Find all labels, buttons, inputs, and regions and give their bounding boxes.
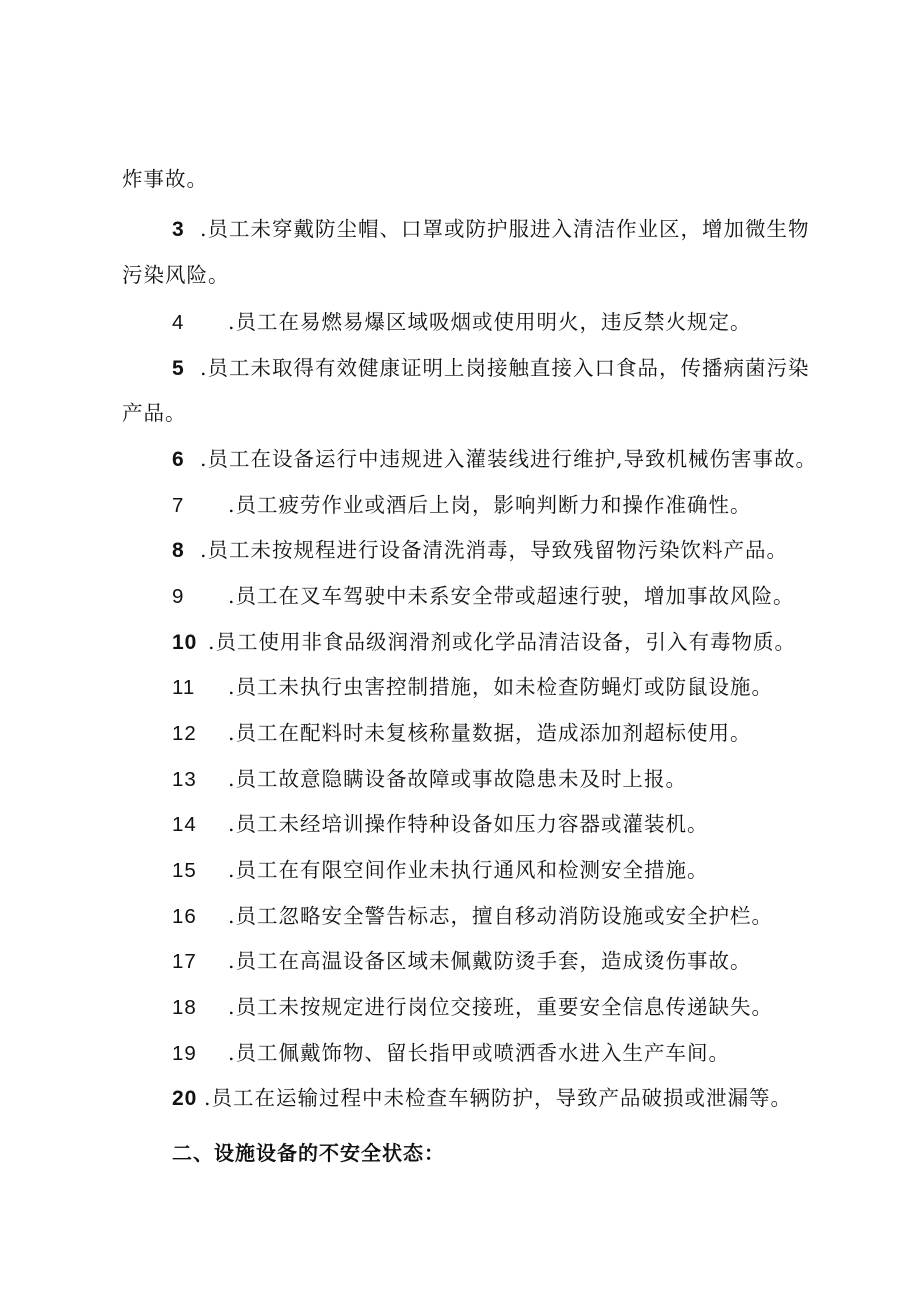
item-text: .员工在有限空间作业未执行通风和检测安全措施。 — [228, 858, 709, 882]
item-number: 12 — [172, 722, 197, 745]
list-item-7 — [172, 488, 752, 518]
item-text: .员工在设备运行中违规进入灌装线进行维护,导致机械伤害事故。 — [200, 447, 818, 471]
item-number: 11 — [172, 676, 196, 699]
list-item-5 — [172, 351, 810, 381]
item-number: 18 — [172, 996, 197, 1019]
item-number: 15 — [172, 859, 197, 882]
list-item-4 — [172, 305, 752, 335]
list-item-15 — [172, 853, 709, 883]
item-text: .员工未穿戴防尘帽、口罩或防护服进入清洁作业区，增加微生物 — [200, 217, 810, 241]
item-text: .员工未按规定进行岗位交接班，重要安全信息传递缺失。 — [228, 995, 774, 1019]
list-item-11 — [172, 670, 773, 700]
item-number: 7 — [172, 494, 185, 517]
list-item-3-continuation: 污染风险。 — [122, 263, 230, 287]
item-text: .员工未取得有效健康证明上岗接触直接入口食品，传播病菌污染 — [200, 356, 810, 380]
item-text: .员工佩戴饰物、留长指甲或喷洒香水进入生产车间。 — [228, 1041, 731, 1065]
item-number: 16 — [172, 905, 197, 928]
item-number: 4 — [172, 311, 185, 334]
item-text: .员工在易燃易爆区域吸烟或使用明火，违反禁火规定。 — [228, 310, 752, 334]
list-item-6 — [172, 442, 817, 472]
list-item-10 — [172, 625, 796, 655]
list-item-20 — [172, 1081, 792, 1111]
list-item-17 — [172, 944, 752, 974]
item-number: 3 — [172, 218, 185, 241]
item-number: 5 — [172, 357, 185, 380]
item-text: .员工使用非食品级润滑剂或化学品清洁设备，引入有毒物质。 — [208, 630, 797, 654]
item-text: .员工在运输过程中未检查车辆防护，导致产品破损或泄漏等。 — [204, 1086, 793, 1110]
item-number: 17 — [172, 950, 197, 973]
item-text: .员工故意隐瞒设备故障或事故隐患未及时上报。 — [228, 767, 688, 791]
item-text: .员工疲劳作业或酒后上岗，影响判断力和操作准确性。 — [228, 493, 752, 517]
item-text: .员工未按规程进行设备清洗消毒，导致残留物污染饮料产品。 — [200, 538, 789, 562]
continuation-text: 炸事故。 — [122, 167, 208, 191]
list-item-18 — [172, 990, 773, 1020]
item-text: .员工未经培训操作特种设备如压力容器或灌装机。 — [228, 812, 709, 836]
item-text: .员工忽略安全警告标志，擅自移动消防设施或安全护栏。 — [228, 904, 774, 928]
list-item-16 — [172, 899, 773, 929]
item-number: 9 — [172, 585, 185, 608]
item-text: .员工在配料时未复核称量数据，造成添加剂超标使用。 — [228, 721, 752, 745]
item-text: .员工未执行虫害控制措施，如未检查防蝇灯或防鼠设施。 — [228, 675, 774, 699]
list-item-12 — [172, 716, 752, 746]
item-number: 14 — [172, 813, 197, 836]
item-number: 13 — [172, 768, 197, 791]
section-heading: 二、设施设备的不安全状态： — [172, 1141, 445, 1165]
item-text: .员工在高温设备区域未佩戴防烫手套，造成烫伤事故。 — [228, 949, 752, 973]
list-item-14 — [172, 807, 709, 837]
list-item-19 — [172, 1036, 730, 1066]
list-item-9 — [172, 579, 795, 609]
item-number: 10 — [172, 631, 198, 654]
item-number: 8 — [172, 539, 185, 562]
list-item-3 — [172, 212, 810, 242]
list-item-5-continuation: 产品。 — [122, 401, 187, 425]
item-number: 20 — [172, 1087, 198, 1110]
item-number: 6 — [172, 448, 185, 471]
list-item-13 — [172, 762, 687, 792]
list-item-8 — [172, 533, 788, 563]
item-number: 19 — [172, 1042, 197, 1065]
item-text: .员工在叉车驾驶中未系安全带或超速行驶，增加事故风险。 — [228, 584, 795, 608]
